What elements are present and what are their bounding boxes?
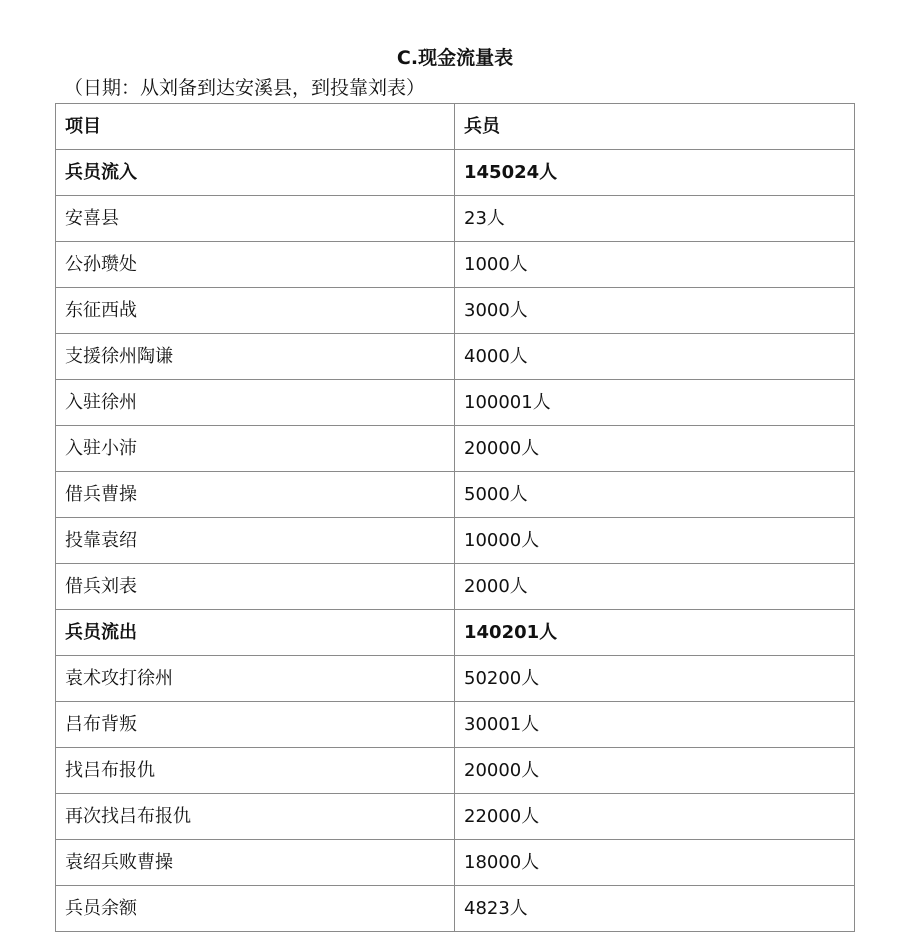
row-label: 东征西战: [56, 288, 455, 334]
row-value: 1000人: [455, 242, 855, 288]
row-value: 5000人: [455, 472, 855, 518]
row-value: 20000人: [455, 426, 855, 472]
row-value: 145024人: [455, 150, 855, 196]
row-label: 吕布背叛: [56, 702, 455, 748]
row-value: 2000人: [455, 564, 855, 610]
table-row: [56, 288, 855, 334]
row-value: 4000人: [455, 334, 855, 380]
date-range-subtitle: （日期：从刘备到达安溪县，到投靠刘表）: [64, 77, 426, 99]
table-row: [56, 472, 855, 518]
row-value: 140201人: [455, 610, 855, 656]
table-row: [56, 748, 855, 794]
row-label: 借兵曹操: [56, 472, 455, 518]
row-value: 20000人: [455, 748, 855, 794]
table-row: [56, 656, 855, 702]
row-label: 兵员余额: [56, 886, 455, 932]
row-value: 4823人: [455, 886, 855, 932]
table-row: [56, 840, 855, 886]
row-label: 袁术攻打徐州: [56, 656, 455, 702]
table-row: [56, 702, 855, 748]
row-value: 18000人: [455, 840, 855, 886]
table-row: [56, 610, 855, 656]
table-row: [56, 334, 855, 380]
header-item: 项目: [56, 104, 455, 150]
table-row: [56, 518, 855, 564]
row-value: 22000人: [455, 794, 855, 840]
row-value: 50200人: [455, 656, 855, 702]
row-value: 100001人: [455, 380, 855, 426]
table-row: [56, 150, 855, 196]
row-label: 安喜县: [56, 196, 455, 242]
table-row: [56, 242, 855, 288]
row-label: 入驻小沛: [56, 426, 455, 472]
page-title: C.现金流量表: [396, 47, 514, 69]
row-label: 支援徐州陶谦: [56, 334, 455, 380]
row-label: 找吕布报仇: [56, 748, 455, 794]
row-value: 30001人: [455, 702, 855, 748]
row-label: 公孙瓒处: [56, 242, 455, 288]
table-row: [56, 564, 855, 610]
row-label: 借兵刘表: [56, 564, 455, 610]
table-header-row: [56, 104, 855, 150]
cash-flow-table: [55, 103, 855, 932]
table-row: [56, 794, 855, 840]
table-row: [56, 196, 855, 242]
table-body: [56, 104, 855, 932]
row-label: 袁绍兵败曹操: [56, 840, 455, 886]
row-label: 投靠袁绍: [56, 518, 455, 564]
table-row: [56, 886, 855, 932]
table-row: [56, 426, 855, 472]
row-label: 兵员流出: [56, 610, 455, 656]
row-label: 再次找吕布报仇: [56, 794, 455, 840]
row-value: 3000人: [455, 288, 855, 334]
header-value: 兵员: [455, 104, 855, 150]
row-value: 10000人: [455, 518, 855, 564]
row-label: 入驻徐州: [56, 380, 455, 426]
row-value: 23人: [455, 196, 855, 242]
table-row: [56, 380, 855, 426]
row-label: 兵员流入: [56, 150, 455, 196]
